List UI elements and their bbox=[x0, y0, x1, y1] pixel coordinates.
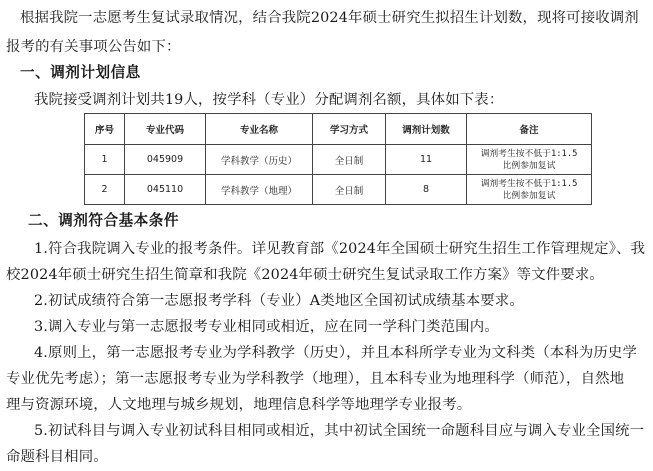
row-code: 045909 bbox=[125, 145, 206, 175]
row-plan: 11 bbox=[386, 145, 467, 175]
section-2-heading: 二、调剂符合基本条件 bbox=[28, 212, 179, 229]
row-note-line-2: 比例参加复试 bbox=[502, 190, 556, 201]
header-note: 备注 bbox=[467, 114, 592, 145]
condition-2: 2.初试成绩符合第一志愿报考学科（专业）A类地区全国初试成绩基本要求。 bbox=[34, 293, 524, 309]
header-code: 专业代码 bbox=[125, 114, 206, 145]
table-header-row bbox=[85, 114, 592, 145]
header-mode: 学习方式 bbox=[313, 114, 386, 145]
row-mode: 全日制 bbox=[313, 175, 386, 205]
clipped-text-remnant bbox=[4, 0, 42, 3]
condition-4-line-2: 专业优先考虑）；第一志愿报考专业为学科教学（地理），且本科专业为地理科学（师范），自然地 bbox=[6, 371, 625, 387]
quota-table bbox=[84, 113, 592, 205]
section-1-text: 我院接受调剂计划共19人，按学科（专业）分配调剂名额，具体如下表： bbox=[34, 92, 504, 108]
row-plan: 8 bbox=[386, 175, 467, 205]
row-no: 2 bbox=[85, 175, 125, 205]
row-code: 045110 bbox=[125, 175, 206, 205]
condition-1-line-1: 1.符合我院调入专业的报考条件。详见教育部《2024年全国硕士研究生招生工作管理规定》、我 bbox=[34, 241, 646, 257]
row-note-line-1: 调剂考生按不低于1:1.5 bbox=[480, 178, 578, 189]
row-mode: 全日制 bbox=[313, 145, 386, 175]
row-name: 学科教学（地理） bbox=[206, 175, 313, 205]
intro-line-1: 根据我院一志愿考生复试录取情况，结合我院2024年硕士研究生拟招生计划数，现将可接收调剂 bbox=[20, 10, 639, 26]
table-row bbox=[85, 145, 592, 175]
table-row bbox=[85, 175, 592, 205]
header-plan: 调剂计划数 bbox=[386, 114, 467, 145]
section-1-heading: 一、调剂计划信息 bbox=[20, 64, 141, 81]
row-name: 学科教学（历史） bbox=[206, 145, 313, 175]
condition-3: 3.调入专业与第一志愿报考专业相同或相近，应在同一学科门类范围内。 bbox=[34, 319, 499, 335]
condition-1-line-2: 校2024年硕士研究生招生简章和我院《2024年硕士研究生复试录取工作方案》等文件要求。 bbox=[6, 267, 604, 283]
header-name: 专业名称 bbox=[206, 114, 313, 145]
condition-4-line-3: 理与资源环境，人文地理与城乡规划，地理信息科学等地理学专业报考。 bbox=[6, 397, 472, 413]
row-note-line-1: 调剂考生按不低于1:1.5 bbox=[480, 148, 578, 159]
row-note-line-2: 比例参加复试 bbox=[502, 160, 556, 171]
header-no: 序号 bbox=[85, 114, 125, 145]
intro-line-2: 报考的有关事项公告如下： bbox=[6, 39, 181, 55]
row-note bbox=[467, 175, 592, 205]
condition-5-line-2: 命题科目相同。 bbox=[6, 449, 108, 465]
condition-4-line-1: 4.原则上，第一志愿报考专业为学科教学（历史），并且本科所学专业为文科类（本科为历史学 bbox=[34, 345, 637, 361]
row-no: 1 bbox=[85, 145, 125, 175]
row-note bbox=[467, 145, 592, 175]
condition-5-line-1: 5.初试科目与调入专业初试科目相同或相近，其中初试全国统一命题科目应与调入专业全国统一 bbox=[34, 423, 645, 439]
